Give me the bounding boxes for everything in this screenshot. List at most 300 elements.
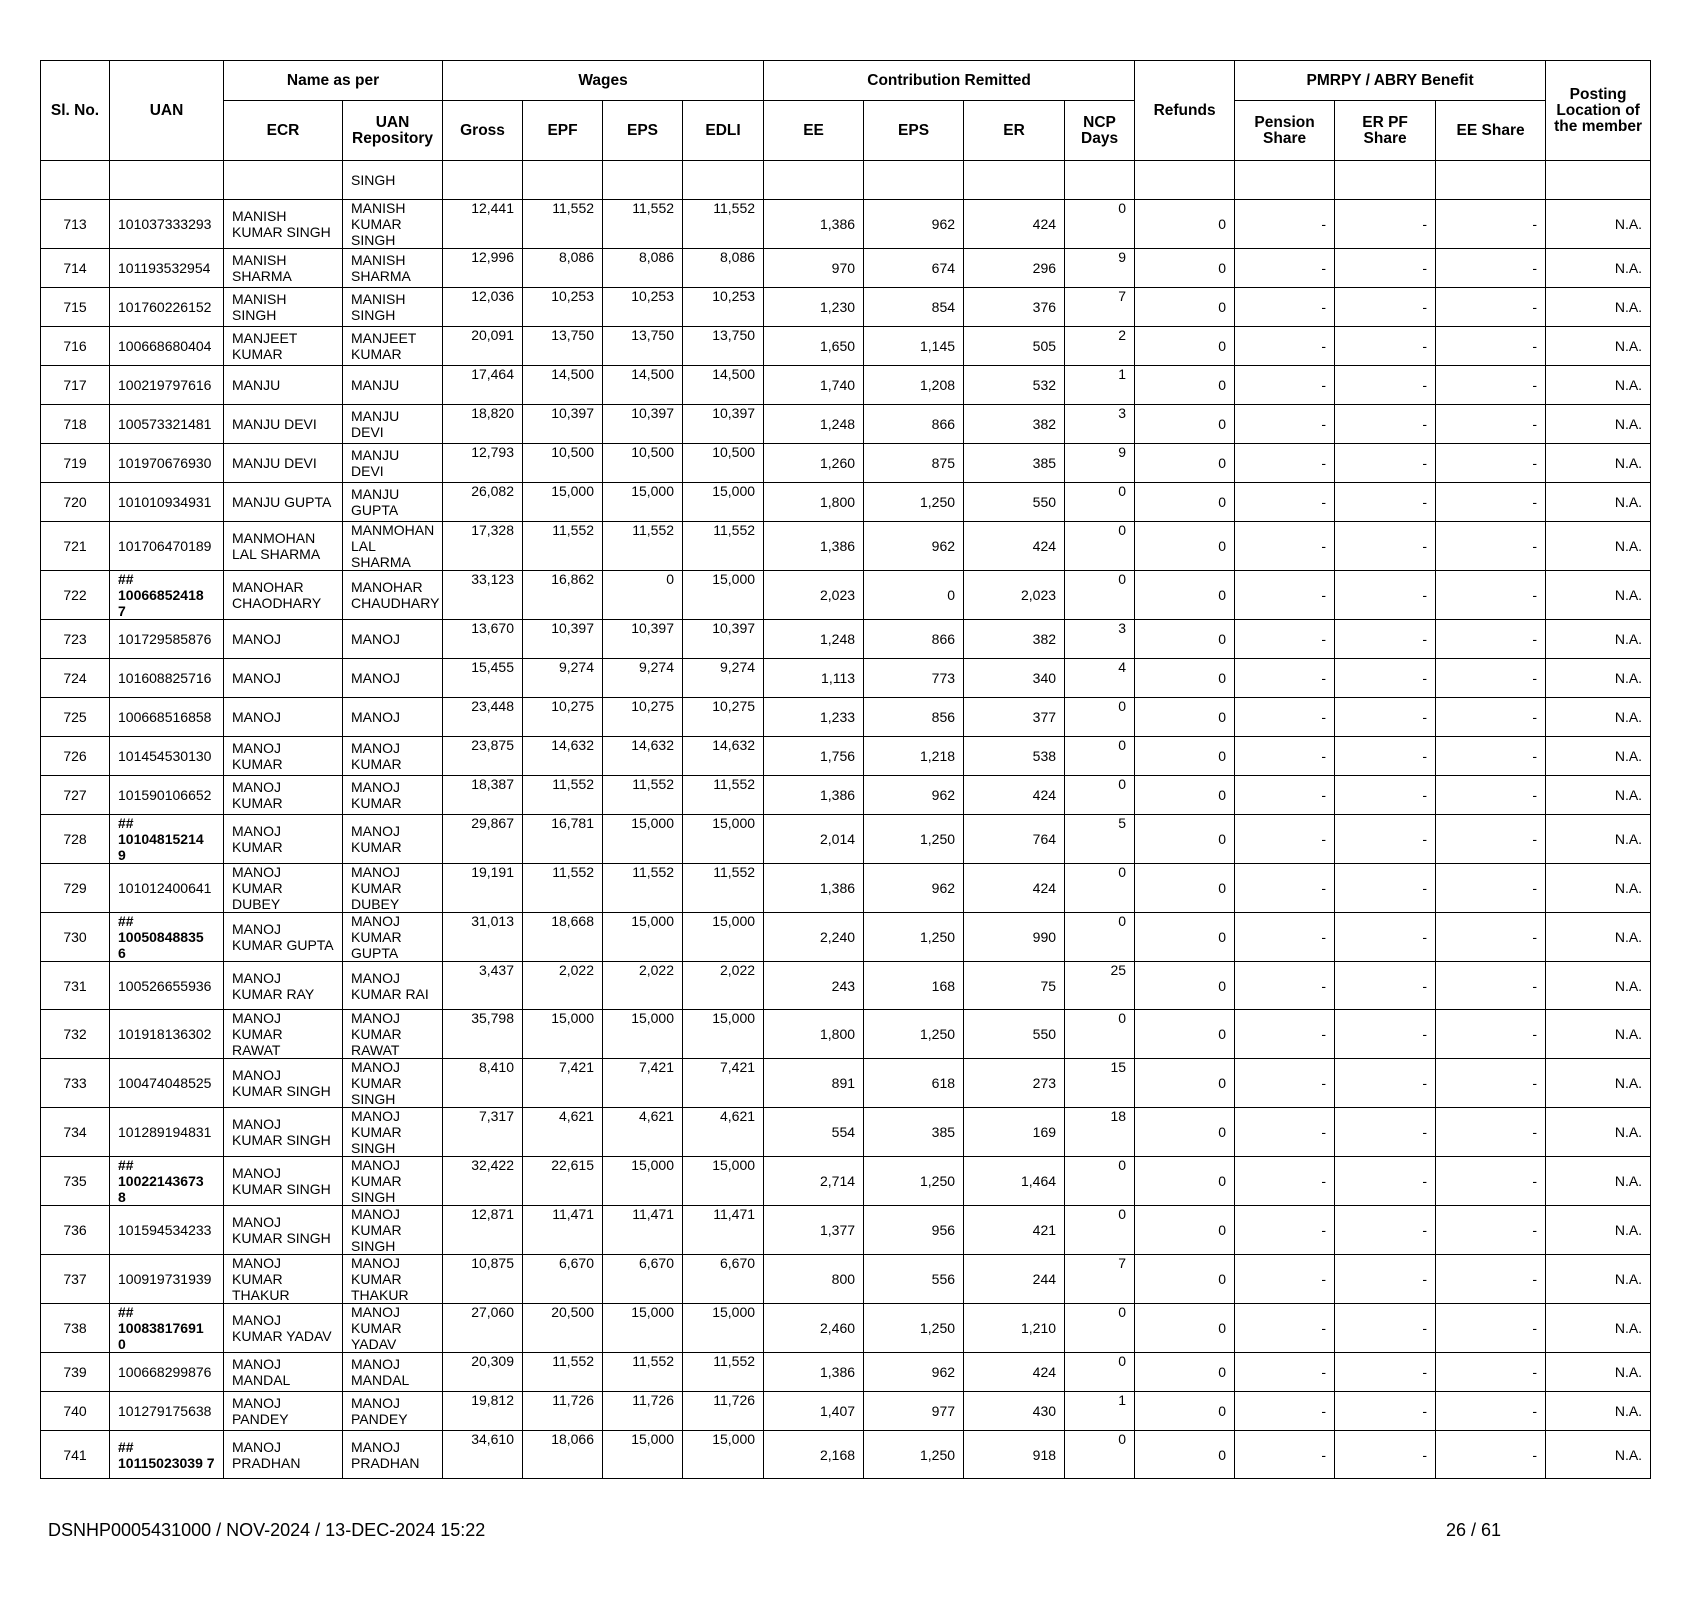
cell-contribution-eps: 618 [864,1059,964,1108]
cell-uan-repository-name: MANJU [343,366,443,405]
cell-sl-no: 724 [41,659,110,698]
header-ee: EE [764,101,864,161]
cell-contribution-eps: 1,250 [864,1010,964,1059]
cell-posting-location: N.A. [1546,522,1651,571]
cell-refunds: 0 [1135,1392,1235,1431]
cell-sl-no: 721 [41,522,110,571]
cell-ecr-name: MANOJ KUMAR SINGH [224,1206,343,1255]
cell-epf: 13,750 [523,327,603,366]
cell-posting-location: N.A. [1546,913,1651,962]
cell-posting-location: N.A. [1546,698,1651,737]
cell-ecr-name: MANISH SHARMA [224,249,343,288]
cell-ee: 2,168 [764,1431,864,1479]
cell-uan: ## 10022143673 8 [110,1157,224,1206]
cell-ee: 1,248 [764,620,864,659]
cell-ecr-name: MANOJ MANDAL [224,1353,343,1392]
cell-er-pf-share: - [1335,659,1436,698]
cell-pension-share: - [1235,776,1335,815]
cell-refunds: 0 [1135,698,1235,737]
continued-uan-name: SINGH [343,161,443,200]
cell-pension-share: - [1235,483,1335,522]
cell-ee-share: - [1436,1059,1546,1108]
cell-eps: 15,000 [603,1304,683,1353]
cell-pension-share: - [1235,1392,1335,1431]
cell-er: 764 [964,815,1065,864]
cell-posting-location: N.A. [1546,327,1651,366]
cell-eps: 11,726 [603,1392,683,1431]
cell-sl-no: 731 [41,962,110,1010]
cell-contribution-eps: 962 [864,864,964,913]
cell-ncp-days: 0 [1065,483,1135,522]
cell-ee: 1,756 [764,737,864,776]
cell-uan: 101760226152 [110,288,224,327]
cell-er-pf-share: - [1335,864,1436,913]
cell-gross: 33,123 [443,571,523,620]
header-epf: EPF [523,101,603,161]
cell-ncp-days: 0 [1065,698,1135,737]
cell-uan-repository-name: MANISH SINGH [343,288,443,327]
cell-gross: 19,191 [443,864,523,913]
table-row [41,1431,1651,1479]
cell-edli: 10,397 [683,405,764,444]
cell-er-pf-share: - [1335,737,1436,776]
cell-refunds: 0 [1135,288,1235,327]
header-contribution-eps: EPS [864,101,964,161]
cell-gross: 29,867 [443,815,523,864]
cell-sl-no: 714 [41,249,110,288]
cell-uan-repository-name: MANOJ [343,698,443,737]
cell-ee-share: - [1436,1157,1546,1206]
cell-er: 550 [964,1010,1065,1059]
cell-uan: 100474048525 [110,1059,224,1108]
cell-ncp-days: 18 [1065,1108,1135,1157]
cell-er: 169 [964,1108,1065,1157]
cell-pension-share: - [1235,1206,1335,1255]
cell-er-pf-share: - [1335,1108,1436,1157]
cell-ncp-days: 0 [1065,1431,1135,1479]
cell-refunds: 0 [1135,620,1235,659]
cell-posting-location: N.A. [1546,444,1651,483]
cell-epf: 22,615 [523,1157,603,1206]
header-refunds: Refunds [1135,61,1235,161]
table-row [41,1353,1651,1392]
cell-eps: 14,632 [603,737,683,776]
cell-pension-share: - [1235,327,1335,366]
cell-edli: 10,500 [683,444,764,483]
cell-gross: 15,455 [443,659,523,698]
cell-posting-location: N.A. [1546,962,1651,1010]
cell-posting-location: N.A. [1546,1304,1651,1353]
cell-posting-location: N.A. [1546,1206,1651,1255]
cell-sl-no: 727 [41,776,110,815]
cell-eps: 11,552 [603,776,683,815]
cell-ecr-name: MANJU GUPTA [224,483,343,522]
cell-ee-share: - [1436,483,1546,522]
cell-ee-share: - [1436,864,1546,913]
cell-er-pf-share: - [1335,249,1436,288]
cell-posting-location: N.A. [1546,483,1651,522]
cell-refunds: 0 [1135,864,1235,913]
cell-edli: 15,000 [683,913,764,962]
cell-posting-location: N.A. [1546,571,1651,620]
cell-ee: 554 [764,1108,864,1157]
cell-er-pf-share: - [1335,698,1436,737]
cell-epf: 11,552 [523,1353,603,1392]
cell-ncp-days: 9 [1065,444,1135,483]
header-edli: EDLI [683,101,764,161]
table-row [41,522,1651,571]
cell-uan: 101970676930 [110,444,224,483]
cell-er-pf-share: - [1335,327,1436,366]
cell-ee-share: - [1436,776,1546,815]
cell-epf: 10,275 [523,698,603,737]
cell-er-pf-share: - [1335,366,1436,405]
cell-refunds: 0 [1135,737,1235,776]
cell-eps: 15,000 [603,1010,683,1059]
cell-ee: 1,233 [764,698,864,737]
cell-edli: 15,000 [683,1304,764,1353]
cell-er: 538 [964,737,1065,776]
cell-uan: 101594534233 [110,1206,224,1255]
cell-contribution-eps: 875 [864,444,964,483]
cell-sl-no: 732 [41,1010,110,1059]
cell-pension-share: - [1235,620,1335,659]
cell-uan-repository-name: MANJU DEVI [343,444,443,483]
cell-posting-location: N.A. [1546,864,1651,913]
cell-ncp-days: 4 [1065,659,1135,698]
cell-sl-no: 735 [41,1157,110,1206]
cell-gross: 17,328 [443,522,523,571]
cell-er: 377 [964,698,1065,737]
table-row [41,962,1651,1010]
cell-posting-location: N.A. [1546,1157,1651,1206]
cell-ncp-days: 5 [1065,815,1135,864]
cell-uan-repository-name: MANOJ KUMAR RAWAT [343,1010,443,1059]
cell-refunds: 0 [1135,1255,1235,1304]
cell-gross: 12,036 [443,288,523,327]
cell-pension-share: - [1235,659,1335,698]
cell-contribution-eps: 962 [864,522,964,571]
cell-ee: 970 [764,249,864,288]
table-row [41,913,1651,962]
cell-ee-share: - [1436,962,1546,1010]
ecr-contribution-table [40,60,1651,1479]
cell-er: 244 [964,1255,1065,1304]
cell-er-pf-share: - [1335,1353,1436,1392]
cell-er-pf-share: - [1335,1255,1436,1304]
cell-uan: ## 10083817691 0 [110,1304,224,1353]
cell-refunds: 0 [1135,1206,1235,1255]
cell-gross: 20,091 [443,327,523,366]
table-row [41,737,1651,776]
cell-contribution-eps: 773 [864,659,964,698]
cell-gross: 7,317 [443,1108,523,1157]
cell-er-pf-share: - [1335,522,1436,571]
cell-er-pf-share: - [1335,913,1436,962]
cell-ee: 1,386 [764,776,864,815]
cell-refunds: 0 [1135,1108,1235,1157]
cell-ee: 1,650 [764,327,864,366]
cell-edli: 11,552 [683,776,764,815]
cell-contribution-eps: 962 [864,776,964,815]
cell-pension-share: - [1235,1059,1335,1108]
cell-pension-share: - [1235,1353,1335,1392]
cell-epf: 8,086 [523,249,603,288]
cell-pension-share: - [1235,1157,1335,1206]
cell-eps: 10,397 [603,620,683,659]
cell-pension-share: - [1235,1431,1335,1479]
cell-contribution-eps: 1,250 [864,1304,964,1353]
cell-posting-location: N.A. [1546,1431,1651,1479]
cell-er: 424 [964,864,1065,913]
table-row [41,1392,1651,1431]
cell-sl-no: 734 [41,1108,110,1157]
cell-eps: 15,000 [603,913,683,962]
cell-er: 75 [964,962,1065,1010]
cell-sl-no: 715 [41,288,110,327]
cell-epf: 15,000 [523,1010,603,1059]
cell-sl-no: 738 [41,1304,110,1353]
cell-epf: 15,000 [523,483,603,522]
cell-edli: 15,000 [683,571,764,620]
cell-uan-repository-name: MANOJ KUMAR SINGH [343,1157,443,1206]
cell-uan: 101193532954 [110,249,224,288]
cell-ee-share: - [1436,1206,1546,1255]
cell-posting-location: N.A. [1546,200,1651,249]
cell-uan-repository-name: MANOJ [343,620,443,659]
cell-ecr-name: MANOJ KUMAR [224,776,343,815]
cell-ee-share: - [1436,522,1546,571]
cell-sl-no: 739 [41,1353,110,1392]
cell-uan: 101454530130 [110,737,224,776]
cell-edli: 7,421 [683,1059,764,1108]
cell-ncp-days: 0 [1065,1010,1135,1059]
cell-uan-repository-name: MANISH KUMAR SINGH [343,200,443,249]
cell-edli: 15,000 [683,1157,764,1206]
cell-ee: 1,740 [764,366,864,405]
cell-uan-repository-name: MANJU DEVI [343,405,443,444]
cell-edli: 11,552 [683,1353,764,1392]
cell-sl-no: 722 [41,571,110,620]
cell-uan-repository-name: MANOJ KUMAR [343,815,443,864]
cell-posting-location: N.A. [1546,1392,1651,1431]
cell-epf: 10,253 [523,288,603,327]
cell-uan: 100573321481 [110,405,224,444]
cell-edli: 15,000 [683,483,764,522]
cell-ncp-days: 25 [1065,962,1135,1010]
cell-er-pf-share: - [1335,1157,1436,1206]
table-row [41,864,1651,913]
table-row [41,815,1651,864]
cell-edli: 14,632 [683,737,764,776]
cell-ecr-name: MANOJ KUMAR SINGH [224,1157,343,1206]
cell-er: 1,464 [964,1157,1065,1206]
cell-ncp-days: 1 [1065,366,1135,405]
cell-ee: 1,260 [764,444,864,483]
table-row [41,366,1651,405]
cell-sl-no: 717 [41,366,110,405]
cell-er-pf-share: - [1335,620,1436,659]
cell-edli: 11,552 [683,200,764,249]
cell-ecr-name: MANOJ KUMAR RAWAT [224,1010,343,1059]
cell-edli: 11,552 [683,522,764,571]
cell-ee: 1,407 [764,1392,864,1431]
cell-epf: 11,552 [523,776,603,815]
cell-contribution-eps: 962 [864,200,964,249]
cell-posting-location: N.A. [1546,1353,1651,1392]
cell-contribution-eps: 956 [864,1206,964,1255]
cell-contribution-eps: 854 [864,288,964,327]
cell-uan: 101729585876 [110,620,224,659]
cell-uan-repository-name: MANOJ KUMAR SINGH [343,1108,443,1157]
cell-epf: 11,552 [523,864,603,913]
cell-gross: 10,875 [443,1255,523,1304]
cell-gross: 12,871 [443,1206,523,1255]
cell-ecr-name: MANOJ KUMAR SINGH [224,1059,343,1108]
header-sl-no: Sl. No. [41,61,110,161]
cell-pension-share: - [1235,913,1335,962]
cell-eps: 10,397 [603,405,683,444]
cell-er: 421 [964,1206,1065,1255]
cell-refunds: 0 [1135,1059,1235,1108]
cell-ee-share: - [1436,327,1546,366]
cell-uan: 100668299876 [110,1353,224,1392]
cell-contribution-eps: 1,208 [864,366,964,405]
cell-edli: 8,086 [683,249,764,288]
cell-eps: 9,274 [603,659,683,698]
cell-ee-share: - [1436,405,1546,444]
cell-pension-share: - [1235,571,1335,620]
table-row [41,571,1651,620]
cell-er-pf-share: - [1335,405,1436,444]
cell-eps: 11,471 [603,1206,683,1255]
cell-refunds: 0 [1135,815,1235,864]
header-contribution-remitted: Contribution Remitted [764,61,1135,101]
cell-gross: 18,387 [443,776,523,815]
cell-ncp-days: 0 [1065,864,1135,913]
cell-eps: 6,670 [603,1255,683,1304]
cell-uan-repository-name: MANOJ MANDAL [343,1353,443,1392]
cell-sl-no: 737 [41,1255,110,1304]
cell-gross: 32,422 [443,1157,523,1206]
cell-sl-no: 713 [41,200,110,249]
cell-refunds: 0 [1135,1157,1235,1206]
cell-ncp-days: 2 [1065,327,1135,366]
cell-ee-share: - [1436,1431,1546,1479]
cell-sl-no: 728 [41,815,110,864]
cell-sl-no: 733 [41,1059,110,1108]
cell-edli: 14,500 [683,366,764,405]
cell-uan-repository-name: MANOJ KUMAR THAKUR [343,1255,443,1304]
table-row [41,1206,1651,1255]
table-row [41,659,1651,698]
cell-epf: 20,500 [523,1304,603,1353]
cell-ee-share: - [1436,249,1546,288]
cell-sl-no: 729 [41,864,110,913]
cell-uan: 101918136302 [110,1010,224,1059]
cell-contribution-eps: 856 [864,698,964,737]
cell-ecr-name: MANJU DEVI [224,444,343,483]
cell-epf: 18,066 [523,1431,603,1479]
cell-refunds: 0 [1135,327,1235,366]
cell-pension-share: - [1235,522,1335,571]
cell-gross: 12,441 [443,200,523,249]
cell-eps: 2,022 [603,962,683,1010]
cell-uan-repository-name: MANOJ KUMAR GUPTA [343,913,443,962]
cell-eps: 14,500 [603,366,683,405]
cell-er: 550 [964,483,1065,522]
cell-ecr-name: MANOJ KUMAR YADAV [224,1304,343,1353]
cell-pension-share: - [1235,1255,1335,1304]
cell-contribution-eps: 977 [864,1392,964,1431]
cell-posting-location: N.A. [1546,1059,1651,1108]
cell-uan-repository-name: MANISH SHARMA [343,249,443,288]
cell-pension-share: - [1235,1304,1335,1353]
cell-ee: 2,023 [764,571,864,620]
cell-gross: 35,798 [443,1010,523,1059]
cell-gross: 31,013 [443,913,523,962]
cell-er-pf-share: - [1335,200,1436,249]
cell-ee: 1,248 [764,405,864,444]
cell-eps: 11,552 [603,200,683,249]
cell-sl-no: 741 [41,1431,110,1479]
cell-eps: 15,000 [603,1431,683,1479]
cell-edli: 10,397 [683,620,764,659]
table-row [41,1010,1651,1059]
table-row [41,483,1651,522]
footer-page-number: 26 / 61 [1446,1520,1502,1540]
table-row [41,249,1651,288]
cell-refunds: 0 [1135,1010,1235,1059]
cell-ecr-name: MANOJ KUMAR GUPTA [224,913,343,962]
cell-er: 918 [964,1431,1065,1479]
cell-er-pf-share: - [1335,1431,1436,1479]
cell-er-pf-share: - [1335,483,1436,522]
header-pension-share: Pension Share [1235,101,1335,161]
header-gross: Gross [443,101,523,161]
cell-uan-repository-name: MANOJ KUMAR SINGH [343,1206,443,1255]
table-row [41,1255,1651,1304]
cell-uan-repository-name: MANOJ KUMAR DUBEY [343,864,443,913]
cell-ecr-name: MANJU [224,366,343,405]
header-er-pf-share: ER PF Share [1335,101,1436,161]
cell-er-pf-share: - [1335,1304,1436,1353]
cell-er: 990 [964,913,1065,962]
cell-epf: 9,274 [523,659,603,698]
cell-sl-no: 719 [41,444,110,483]
cell-ee: 1,386 [764,864,864,913]
cell-ecr-name: MANOJ KUMAR [224,815,343,864]
cell-refunds: 0 [1135,366,1235,405]
cell-refunds: 0 [1135,659,1235,698]
cell-ee: 1,377 [764,1206,864,1255]
cell-refunds: 0 [1135,483,1235,522]
cell-ee: 2,460 [764,1304,864,1353]
cell-ee-share: - [1436,620,1546,659]
cell-epf: 11,552 [523,522,603,571]
cell-uan: 101590106652 [110,776,224,815]
cell-pension-share: - [1235,200,1335,249]
cell-ecr-name: MANMOHAN LAL SHARMA [224,522,343,571]
cell-gross: 18,820 [443,405,523,444]
cell-uan: ## 10066852418 7 [110,571,224,620]
cell-ee: 1,800 [764,1010,864,1059]
cell-ncp-days: 0 [1065,522,1135,571]
cell-edli: 15,000 [683,815,764,864]
cell-er: 424 [964,776,1065,815]
cell-ncp-days: 0 [1065,1157,1135,1206]
cell-contribution-eps: 168 [864,962,964,1010]
